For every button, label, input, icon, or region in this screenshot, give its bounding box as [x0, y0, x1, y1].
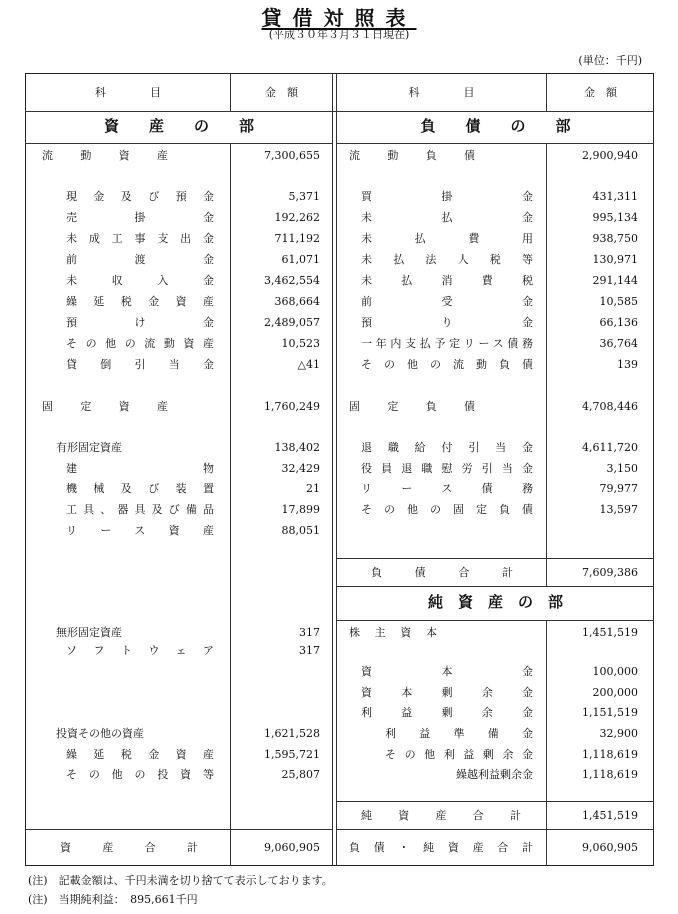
assets-value: 61,071	[281, 253, 320, 266]
liabilities-value: 938,750	[592, 232, 638, 245]
assets-value: 317	[299, 644, 320, 657]
liabilities-label: 役員退職慰労引当金	[361, 462, 533, 475]
net-assets-label: 利益準備金	[385, 727, 533, 740]
net-assets-value: 1,151,519	[582, 706, 638, 719]
header-left-item: 科 目	[95, 86, 161, 99]
assets-label: その他の流動資産	[66, 337, 214, 350]
assets-label: リース資産	[66, 524, 214, 537]
liabilities-label: 未払費用	[361, 232, 533, 245]
assets-value: 5,371	[288, 190, 320, 203]
liabilities-value: 13,597	[599, 503, 638, 516]
assets-value: 1,621,528	[264, 727, 320, 740]
liabilities-label: 前受金	[361, 295, 533, 308]
net-assets-label: その他利益剰余金	[385, 748, 533, 761]
assets-value: 368,664	[274, 295, 320, 308]
assets-label: 現金及び預金	[66, 190, 214, 203]
liabilities-label: 一年内支払予定リース債務	[361, 337, 533, 350]
liabilities-label: その他の流動負債	[361, 358, 533, 371]
header-left-amount: 金 額	[265, 86, 298, 99]
assets-label: 前渡金	[66, 253, 214, 266]
liabilities-label: 未払消費税	[361, 274, 533, 287]
assets-value: 32,429	[281, 462, 320, 475]
assets-label: 繰延税金資産	[66, 295, 214, 308]
liabilities-label: 未払金	[361, 211, 533, 224]
assets-label: 投資その他の資産	[56, 727, 144, 740]
net-assets-total-label: 純資産合計	[361, 809, 521, 822]
liabilities-value: 291,144	[592, 274, 638, 287]
assets-label: 無形固定資産	[56, 626, 122, 639]
assets-total-label: 資産合計	[60, 841, 198, 854]
assets-value: 10,523	[281, 337, 320, 350]
liabilities-label: 預り金	[361, 316, 533, 329]
net-assets-label: 利益剰余金	[361, 706, 533, 719]
assets-value: 1,595,721	[264, 748, 320, 761]
assets-label: 固定資産	[42, 400, 168, 413]
assets-label: 流動資産	[42, 149, 168, 162]
liabilities-total-value: 7,609,386	[582, 566, 638, 579]
liabilities-label: リース債務	[361, 482, 533, 495]
liabilities-value: 3,150	[606, 462, 638, 475]
assets-label: 未成工事支出金	[66, 232, 214, 245]
liabilities-value: 130,971	[592, 253, 638, 266]
net-assets-value: 32,900	[599, 727, 638, 740]
net-assets-value: 1,118,619	[582, 748, 638, 761]
assets-label: 繰延税金資産	[66, 748, 214, 761]
assets-value: 1,760,249	[264, 400, 320, 413]
assets-value: 88,051	[281, 524, 320, 537]
assets-total-value: 9,060,905	[264, 841, 320, 854]
net-assets-value: 1,451,519	[582, 626, 638, 639]
assets-value: 192,262	[274, 211, 320, 224]
liabilities-value: 139	[617, 358, 638, 371]
liabilities-label: 買掛金	[361, 190, 533, 203]
assets-value: 317	[299, 626, 320, 639]
note-rounding: (注) 記載金額は、千円未満を切り捨てて表示しております。	[28, 874, 333, 887]
net-assets-label: 資本剰余金	[361, 686, 533, 699]
assets-value: 25,807	[281, 768, 320, 781]
liabilities-value: 10,585	[599, 295, 638, 308]
net-assets-value: 200,000	[592, 686, 638, 699]
liabilities-label: 流動負債	[349, 149, 475, 162]
liabilities-value: 4,611,720	[582, 441, 638, 454]
header-right-amount: 金 額	[584, 86, 617, 99]
liabilities-total-label: 負債合計	[371, 566, 513, 579]
liabilities-value: 2,900,940	[582, 149, 638, 162]
net-assets-label: 資本金	[361, 665, 533, 678]
assets-label: その他の投資等	[66, 768, 214, 781]
liab-net-total-value: 9,060,905	[582, 841, 638, 854]
assets-value: 711,192	[274, 232, 320, 245]
liabilities-value: 66,136	[599, 316, 638, 329]
assets-value: 21	[306, 482, 320, 495]
net-assets-total-value: 1,451,519	[582, 809, 638, 822]
liabilities-value: 4,708,446	[582, 400, 638, 413]
header-right-item: 科 目	[408, 86, 475, 99]
unit-label: (単位：千円)	[578, 54, 642, 67]
note-net-income: (注) 当期純利益： 895,661千円	[28, 893, 198, 906]
liabilities-label: 固定負債	[349, 400, 475, 413]
assets-label: ソフトウェア	[66, 644, 214, 657]
section-net-assets: 純 資 産 の 部	[427, 593, 563, 611]
assets-value: 7,300,655	[264, 149, 320, 162]
assets-label: 売掛金	[66, 211, 214, 224]
section-assets: 資 産 の 部	[103, 117, 254, 135]
assets-value: 3,462,554	[264, 274, 320, 287]
assets-value: △41	[297, 358, 320, 371]
assets-label: 有形固定資産	[56, 441, 122, 454]
liabilities-label: 未払法人税等	[361, 253, 533, 266]
liabilities-value: 79,977	[599, 482, 638, 495]
liabilities-value: 36,764	[599, 337, 638, 350]
liab-net-total-label: 負債・純資産合計	[349, 841, 533, 854]
section-liabilities: 負 債 の 部	[420, 117, 571, 135]
document-date: (平成３０年３月３１日現在)	[268, 28, 410, 41]
assets-label: 工具、器具及び備品	[66, 503, 214, 516]
net-assets-value: 100,000	[592, 665, 638, 678]
assets-label: 貸倒引当金	[66, 358, 214, 371]
liabilities-label: 退職給付引当金	[361, 441, 533, 454]
net-assets-label: 株主資本	[349, 626, 437, 639]
liabilities-value: 995,134	[592, 211, 638, 224]
assets-value: 17,899	[281, 503, 320, 516]
liabilities-label: その他の固定負債	[361, 503, 533, 516]
document-title: 貸借対照表	[261, 6, 417, 30]
assets-label: 預け金	[66, 316, 214, 329]
assets-label: 機械及び装置	[66, 482, 214, 495]
assets-label: 未収入金	[66, 274, 214, 287]
net-assets-value: 1,118,619	[582, 768, 638, 781]
net-assets-label: 繰越利益剰余金	[456, 768, 533, 781]
assets-value: 138,402	[274, 441, 320, 454]
assets-value: 2,489,057	[264, 316, 320, 329]
assets-label: 建物	[66, 462, 214, 475]
liabilities-value: 431,311	[592, 190, 638, 203]
